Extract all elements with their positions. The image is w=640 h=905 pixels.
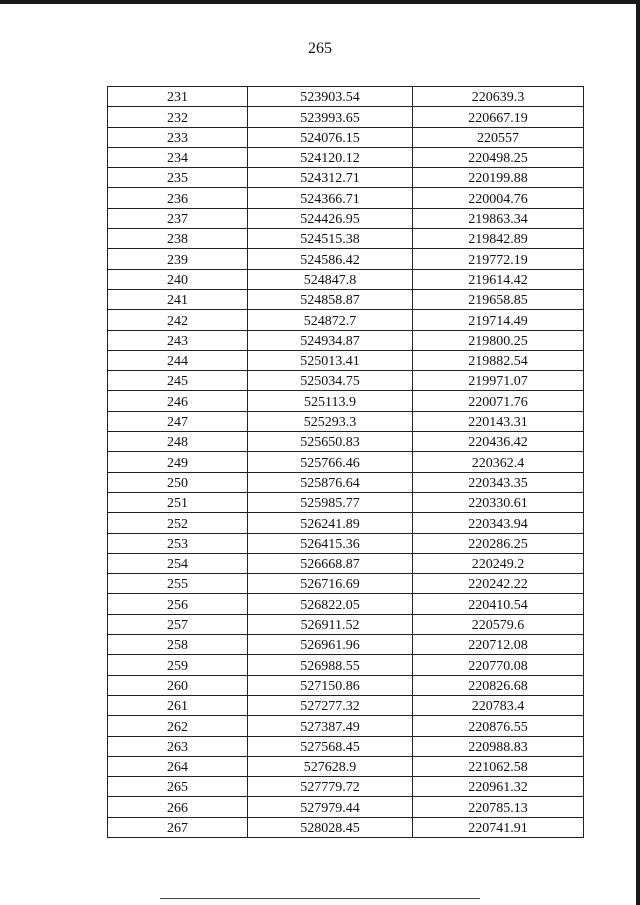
- table-row: [108, 614, 584, 634]
- bottom-rule: [160, 898, 480, 899]
- point-number-cell: 255: [108, 574, 248, 594]
- table-row: [108, 574, 584, 594]
- table-row: [108, 797, 584, 817]
- x-coordinate-cell: 526716.69: [248, 574, 413, 594]
- x-coordinate-cell: 524934.87: [248, 330, 413, 350]
- y-coordinate-cell: 221062.58: [413, 756, 584, 776]
- x-coordinate-cell: 525650.83: [248, 432, 413, 452]
- table-row: [108, 87, 584, 107]
- x-coordinate-cell: 527628.9: [248, 756, 413, 776]
- table-row: [108, 695, 584, 715]
- coordinates-table-body: [108, 87, 584, 838]
- x-coordinate-cell: 523993.65: [248, 107, 413, 127]
- y-coordinate-cell: 220741.91: [413, 817, 584, 837]
- x-coordinate-cell: 527979.44: [248, 797, 413, 817]
- x-coordinate-cell: 524366.71: [248, 188, 413, 208]
- point-number-cell: 263: [108, 736, 248, 756]
- y-coordinate-cell: 220436.42: [413, 432, 584, 452]
- y-coordinate-cell: 220876.55: [413, 716, 584, 736]
- point-number-cell: 248: [108, 432, 248, 452]
- y-coordinate-cell: 220249.2: [413, 553, 584, 573]
- table-row: [108, 533, 584, 553]
- x-coordinate-cell: 527150.86: [248, 675, 413, 695]
- point-number-cell: 258: [108, 635, 248, 655]
- table-row: [108, 188, 584, 208]
- y-coordinate-cell: 219714.49: [413, 310, 584, 330]
- point-number-cell: 234: [108, 147, 248, 167]
- point-number-cell: 259: [108, 655, 248, 675]
- coordinates-table: [107, 86, 584, 838]
- point-number-cell: 256: [108, 594, 248, 614]
- y-coordinate-cell: 220557: [413, 127, 584, 147]
- y-coordinate-cell: 220667.19: [413, 107, 584, 127]
- point-number-cell: 267: [108, 817, 248, 837]
- y-coordinate-cell: 220330.61: [413, 492, 584, 512]
- table-row: [108, 492, 584, 512]
- y-coordinate-cell: 220783.4: [413, 695, 584, 715]
- table-row: [108, 635, 584, 655]
- table-row: [108, 310, 584, 330]
- x-coordinate-cell: 527277.32: [248, 695, 413, 715]
- x-coordinate-cell: 524426.95: [248, 208, 413, 228]
- point-number-cell: 252: [108, 513, 248, 533]
- y-coordinate-cell: 220343.35: [413, 472, 584, 492]
- point-number-cell: 257: [108, 614, 248, 634]
- y-coordinate-cell: 220579.6: [413, 614, 584, 634]
- point-number-cell: 237: [108, 208, 248, 228]
- x-coordinate-cell: 525113.9: [248, 391, 413, 411]
- table-row: [108, 513, 584, 533]
- x-coordinate-cell: 525985.77: [248, 492, 413, 512]
- table-row: [108, 269, 584, 289]
- x-coordinate-cell: 526822.05: [248, 594, 413, 614]
- point-number-cell: 264: [108, 756, 248, 776]
- table-row: [108, 817, 584, 837]
- table-row: [108, 675, 584, 695]
- x-coordinate-cell: 523903.54: [248, 87, 413, 107]
- point-number-cell: 244: [108, 350, 248, 370]
- table-row: [108, 249, 584, 269]
- x-coordinate-cell: 524120.12: [248, 147, 413, 167]
- point-number-cell: 238: [108, 229, 248, 249]
- table-row: [108, 553, 584, 573]
- table-row: [108, 655, 584, 675]
- point-number-cell: 240: [108, 269, 248, 289]
- x-coordinate-cell: 526668.87: [248, 553, 413, 573]
- point-number-cell: 261: [108, 695, 248, 715]
- table-row: [108, 777, 584, 797]
- point-number-cell: 243: [108, 330, 248, 350]
- point-number-cell: 260: [108, 675, 248, 695]
- scan-border-top: [0, 0, 640, 4]
- point-number-cell: 246: [108, 391, 248, 411]
- x-coordinate-cell: 524586.42: [248, 249, 413, 269]
- y-coordinate-cell: 219863.34: [413, 208, 584, 228]
- page-number: 265: [308, 40, 332, 57]
- point-number-cell: 254: [108, 553, 248, 573]
- x-coordinate-cell: 526911.52: [248, 614, 413, 634]
- y-coordinate-cell: 220712.08: [413, 635, 584, 655]
- table-row: [108, 147, 584, 167]
- x-coordinate-cell: 524515.38: [248, 229, 413, 249]
- y-coordinate-cell: 220343.94: [413, 513, 584, 533]
- x-coordinate-cell: 526415.36: [248, 533, 413, 553]
- y-coordinate-cell: 220785.13: [413, 797, 584, 817]
- point-number-cell: 245: [108, 371, 248, 391]
- table-row: [108, 594, 584, 614]
- table-row: [108, 289, 584, 309]
- x-coordinate-cell: 525766.46: [248, 452, 413, 472]
- table-row: [108, 208, 584, 228]
- point-number-cell: 247: [108, 411, 248, 431]
- y-coordinate-cell: 220988.83: [413, 736, 584, 756]
- x-coordinate-cell: 526988.55: [248, 655, 413, 675]
- y-coordinate-cell: 220286.25: [413, 533, 584, 553]
- table-row: [108, 472, 584, 492]
- y-coordinate-cell: 220143.31: [413, 411, 584, 431]
- point-number-cell: 232: [108, 107, 248, 127]
- y-coordinate-cell: 220961.32: [413, 777, 584, 797]
- y-coordinate-cell: 220199.88: [413, 168, 584, 188]
- x-coordinate-cell: 527387.49: [248, 716, 413, 736]
- table-row: [108, 391, 584, 411]
- y-coordinate-cell: 219882.54: [413, 350, 584, 370]
- x-coordinate-cell: 524076.15: [248, 127, 413, 147]
- point-number-cell: 239: [108, 249, 248, 269]
- table-row: [108, 229, 584, 249]
- point-number-cell: 235: [108, 168, 248, 188]
- table-row: [108, 168, 584, 188]
- y-coordinate-cell: 220826.68: [413, 675, 584, 695]
- y-coordinate-cell: 220362.4: [413, 452, 584, 472]
- x-coordinate-cell: 525034.75: [248, 371, 413, 391]
- point-number-cell: 251: [108, 492, 248, 512]
- y-coordinate-cell: 220242.22: [413, 574, 584, 594]
- table-row: [108, 736, 584, 756]
- point-number-cell: 265: [108, 777, 248, 797]
- x-coordinate-cell: 525876.64: [248, 472, 413, 492]
- point-number-cell: 233: [108, 127, 248, 147]
- table-row: [108, 452, 584, 472]
- y-coordinate-cell: 219800.25: [413, 330, 584, 350]
- y-coordinate-cell: 219772.19: [413, 249, 584, 269]
- table-row: [108, 411, 584, 431]
- table-row: [108, 107, 584, 127]
- point-number-cell: 242: [108, 310, 248, 330]
- table-row: [108, 350, 584, 370]
- x-coordinate-cell: 524872.7: [248, 310, 413, 330]
- y-coordinate-cell: 219971.07: [413, 371, 584, 391]
- x-coordinate-cell: 524847.8: [248, 269, 413, 289]
- x-coordinate-cell: 525293.3: [248, 411, 413, 431]
- y-coordinate-cell: 220410.54: [413, 594, 584, 614]
- point-number-cell: 262: [108, 716, 248, 736]
- y-coordinate-cell: 219658.85: [413, 289, 584, 309]
- table-row: [108, 432, 584, 452]
- x-coordinate-cell: 525013.41: [248, 350, 413, 370]
- x-coordinate-cell: 526241.89: [248, 513, 413, 533]
- x-coordinate-cell: 528028.45: [248, 817, 413, 837]
- y-coordinate-cell: 219842.89: [413, 229, 584, 249]
- point-number-cell: 231: [108, 87, 248, 107]
- x-coordinate-cell: 527779.72: [248, 777, 413, 797]
- point-number-cell: 241: [108, 289, 248, 309]
- point-number-cell: 249: [108, 452, 248, 472]
- x-coordinate-cell: 524858.87: [248, 289, 413, 309]
- point-number-cell: 266: [108, 797, 248, 817]
- point-number-cell: 253: [108, 533, 248, 553]
- table-row: [108, 330, 584, 350]
- y-coordinate-cell: 219614.42: [413, 269, 584, 289]
- table-row: [108, 127, 584, 147]
- y-coordinate-cell: 220004.76: [413, 188, 584, 208]
- point-number-cell: 236: [108, 188, 248, 208]
- x-coordinate-cell: 524312.71: [248, 168, 413, 188]
- y-coordinate-cell: 220071.76: [413, 391, 584, 411]
- y-coordinate-cell: 220770.08: [413, 655, 584, 675]
- table-row: [108, 716, 584, 736]
- x-coordinate-cell: 526961.96: [248, 635, 413, 655]
- y-coordinate-cell: 220639.3: [413, 87, 584, 107]
- point-number-cell: 250: [108, 472, 248, 492]
- table-row: [108, 371, 584, 391]
- x-coordinate-cell: 527568.45: [248, 736, 413, 756]
- scan-border-right: [636, 0, 640, 905]
- table-row: [108, 756, 584, 776]
- y-coordinate-cell: 220498.25: [413, 147, 584, 167]
